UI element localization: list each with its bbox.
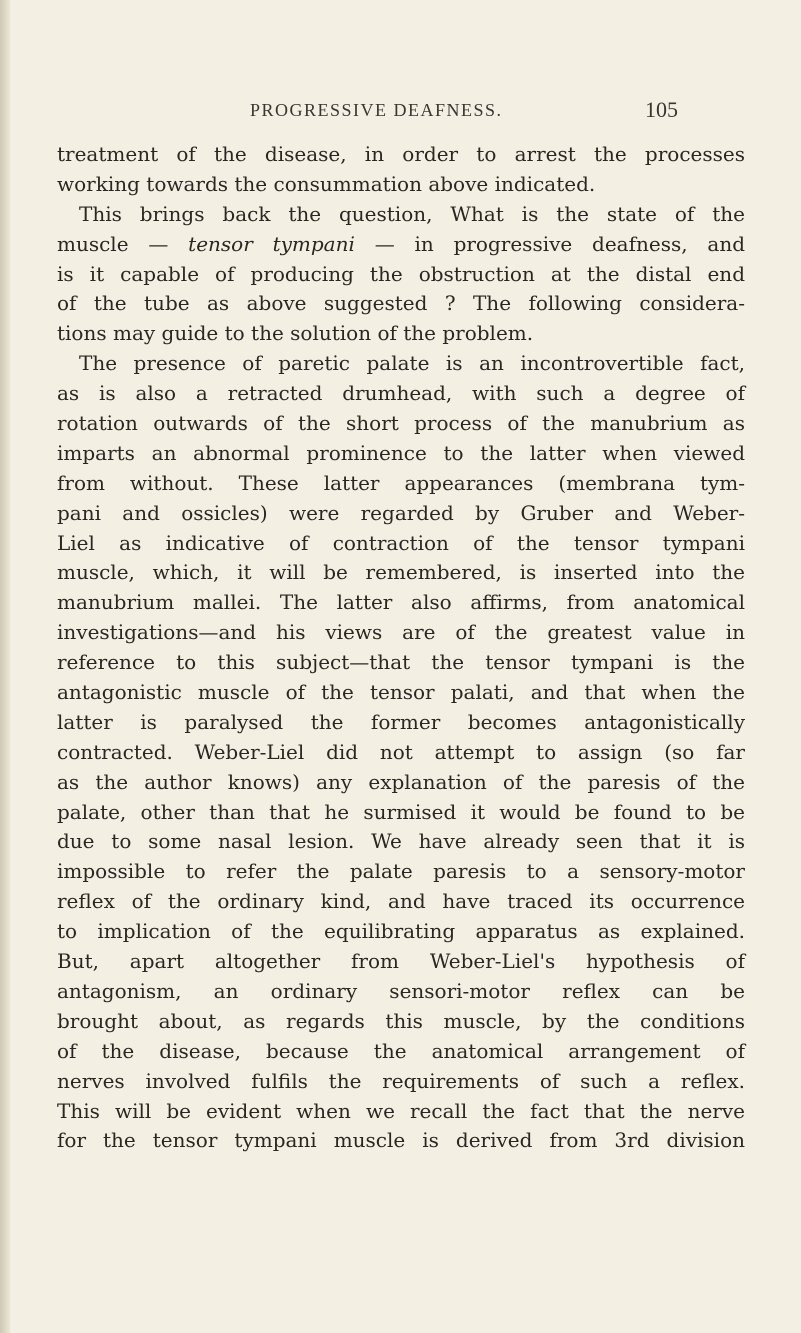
text-line: latter is paralysed the former becomes antagonistically [57, 709, 745, 734]
text-line: pani and ossicles) were regarded by Gruber and Weber- [57, 500, 745, 525]
text-line: muscle, which, it will be remembered, is inserted into the [57, 560, 745, 585]
text-line: working towards the consummation above indicated. [57, 171, 596, 196]
text-line: palate, other than that he surmised it would be found to be [57, 799, 745, 824]
text-line: manubrium mallei. The latter also affirms, from anatomical [57, 590, 745, 615]
text-line: nerves involved fulfils the requirements of such a reflex. [57, 1068, 745, 1093]
text-line: of the disease, because the anatomical arrangement of [57, 1038, 745, 1063]
text-line: The presence of paretic palate is an incontrovertible fact, [79, 351, 745, 376]
text-line: reflex of the ordinary kind, and have traced its occurrence [57, 889, 745, 914]
text-line [57, 230, 745, 260]
text-line: antagonism, an ordinary sensori-motor reflex can be [57, 978, 745, 1003]
page-number: 105 [645, 97, 678, 122]
text-line: of the tube as above suggested ? The following considera- [57, 291, 745, 316]
text-line: treatment of the disease, in order to arrest the processes [57, 142, 745, 166]
text-line: reference to this subject—that the tensor tympani is the [57, 650, 745, 675]
text-line: This will be evident when we recall the fact that the nerve [57, 1098, 745, 1123]
text-line: Liel as indicative of contraction of the tensor tympani [57, 530, 745, 555]
italic-term: tensor tympani [188, 231, 355, 256]
text-line: But, apart altogether from Weber-Liel's hypothesis of [57, 949, 745, 974]
running-head [60, 97, 760, 127]
body-text [57, 140, 745, 1156]
text-segment: muscle — [57, 231, 189, 256]
page-edge [0, 0, 10, 1333]
text-line: impossible to refer the palate paresis to a sensory-motor [57, 859, 745, 884]
text-line: rotation outwards of the short process of the manubrium as [57, 411, 745, 436]
text-line: as is also a retracted drumhead, with such a degree of [57, 381, 745, 406]
running-head-title: PROGRESSIVE DEAFNESS. [250, 100, 503, 120]
text-line: is it capable of producing the obstruction at the distal end [57, 261, 745, 286]
text-line: tions may guide to the solution of the problem. [57, 321, 534, 346]
text-line: This brings back the question, What is the state of the [79, 201, 745, 226]
text-line: investigations—and his views are of the greatest value in [57, 620, 745, 645]
text-segment: — in progressive deafness, and [354, 231, 746, 256]
text-line: for the tensor tympani muscle is derived from 3rd division [57, 1128, 745, 1153]
text-line: from without. These latter appearances (membrana tym- [57, 470, 745, 495]
text-line: due to some nasal lesion. We have already seen that it is [57, 829, 745, 854]
text-line: contracted. Weber-Liel did not attempt to assign (so far [57, 739, 745, 764]
text-line: to implication of the equilibrating apparatus as explained. [57, 919, 745, 944]
text-line: antagonistic muscle of the tensor palati, and that when the [57, 680, 745, 705]
text-line: imparts an abnormal prominence to the latter when viewed [57, 440, 745, 465]
text-line: brought about, as regards this muscle, by the conditions [57, 1008, 745, 1033]
text-line: as the author knows) any explanation of the paresis of the [57, 769, 745, 794]
